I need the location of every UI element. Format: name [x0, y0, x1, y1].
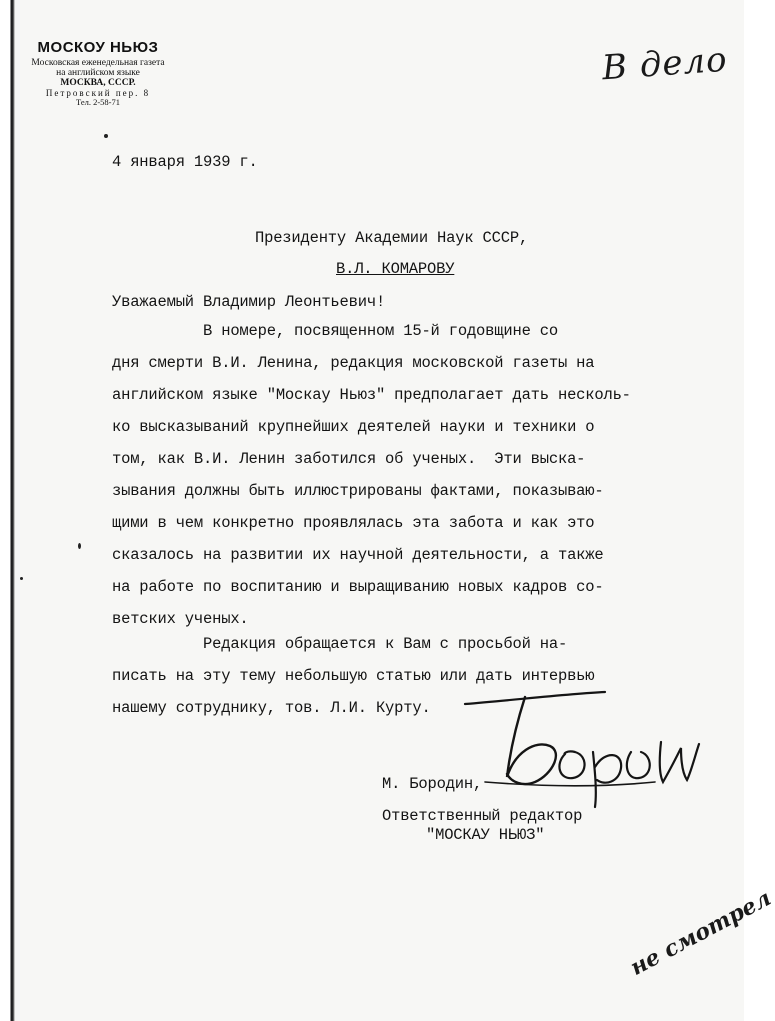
- ink-speck: [104, 134, 108, 138]
- addressee-line-1: Президенту Академии Наук СССР,: [255, 229, 529, 247]
- letterhead-line-5: Тел. 2-58-71: [75, 97, 121, 108]
- salutation: Уважаемый Владимир Леонтьевич!: [112, 293, 386, 311]
- signer-newspaper: "МОСКАУ НЬЮЗ": [426, 826, 545, 844]
- paragraph-1-line: дня смерти В.И. Ленина, редакция московской газеты на: [112, 354, 595, 372]
- paragraph-2-line: Редакция обращается к Вам с просьбой на-: [112, 635, 568, 653]
- binding-edge: [0, 0, 18, 1021]
- letter-date: 4 января 1939 г.: [112, 153, 258, 171]
- handwritten-signature: [455, 682, 705, 817]
- signer-role: Ответственный редактор: [382, 807, 583, 825]
- letterhead-line-3: МОСКВА, СССР.: [60, 77, 136, 88]
- handwritten-note-bottom: не смотрел: [626, 885, 775, 981]
- letterhead-line-2: на английском языке: [56, 67, 140, 78]
- ink-speck: [20, 577, 23, 580]
- paragraph-1-line: ветских ученых.: [112, 610, 249, 628]
- paragraph-2-line: нашему сотруднику, тов. Л.И. Курту.: [112, 699, 431, 717]
- paragraph-1-line: сказалось на развитии их научной деятельности, а также: [112, 546, 604, 564]
- paragraph-1-line: ко высказываний крупнейших деятелей науки и техники о: [112, 418, 595, 436]
- letterhead: [8, 40, 188, 107]
- addressee-line-2: В.Л. КОМАРОВУ: [336, 260, 455, 278]
- paragraph-1-line: щими в чем конкретно проявлялась эта забота и как это: [112, 514, 595, 532]
- signer-name: М. Бородин,: [382, 775, 483, 793]
- ink-speck: [78, 543, 81, 549]
- paragraph-1: [112, 315, 672, 635]
- paragraph-2-line: писать на эту тему небольшую статью или дать интервью: [112, 667, 595, 685]
- paragraph-1-line: на работе по воспитанию и выращиванию новых кадров со-: [112, 578, 604, 596]
- paragraph-1-line: том, как В.И. Ленин заботился об ученых. Эти выска-: [112, 450, 586, 468]
- paragraph-1-line: английском языке "Москау Ньюз" предполагает дать несколь-: [112, 386, 631, 404]
- letterhead-line-1: Московская еженедельная газета: [31, 57, 165, 68]
- paragraph-1-line: зывания должны быть иллюстрированы фактами, показываю-: [112, 482, 604, 500]
- paragraph-1-line: В номере, посвященном 15-й годовщине со: [112, 322, 558, 340]
- letterhead-title: МОСКОУ НЬЮЗ: [37, 39, 159, 56]
- letterhead-line-4: Петровский пер. 8: [45, 87, 151, 98]
- handwritten-note-top: В дело: [600, 39, 729, 89]
